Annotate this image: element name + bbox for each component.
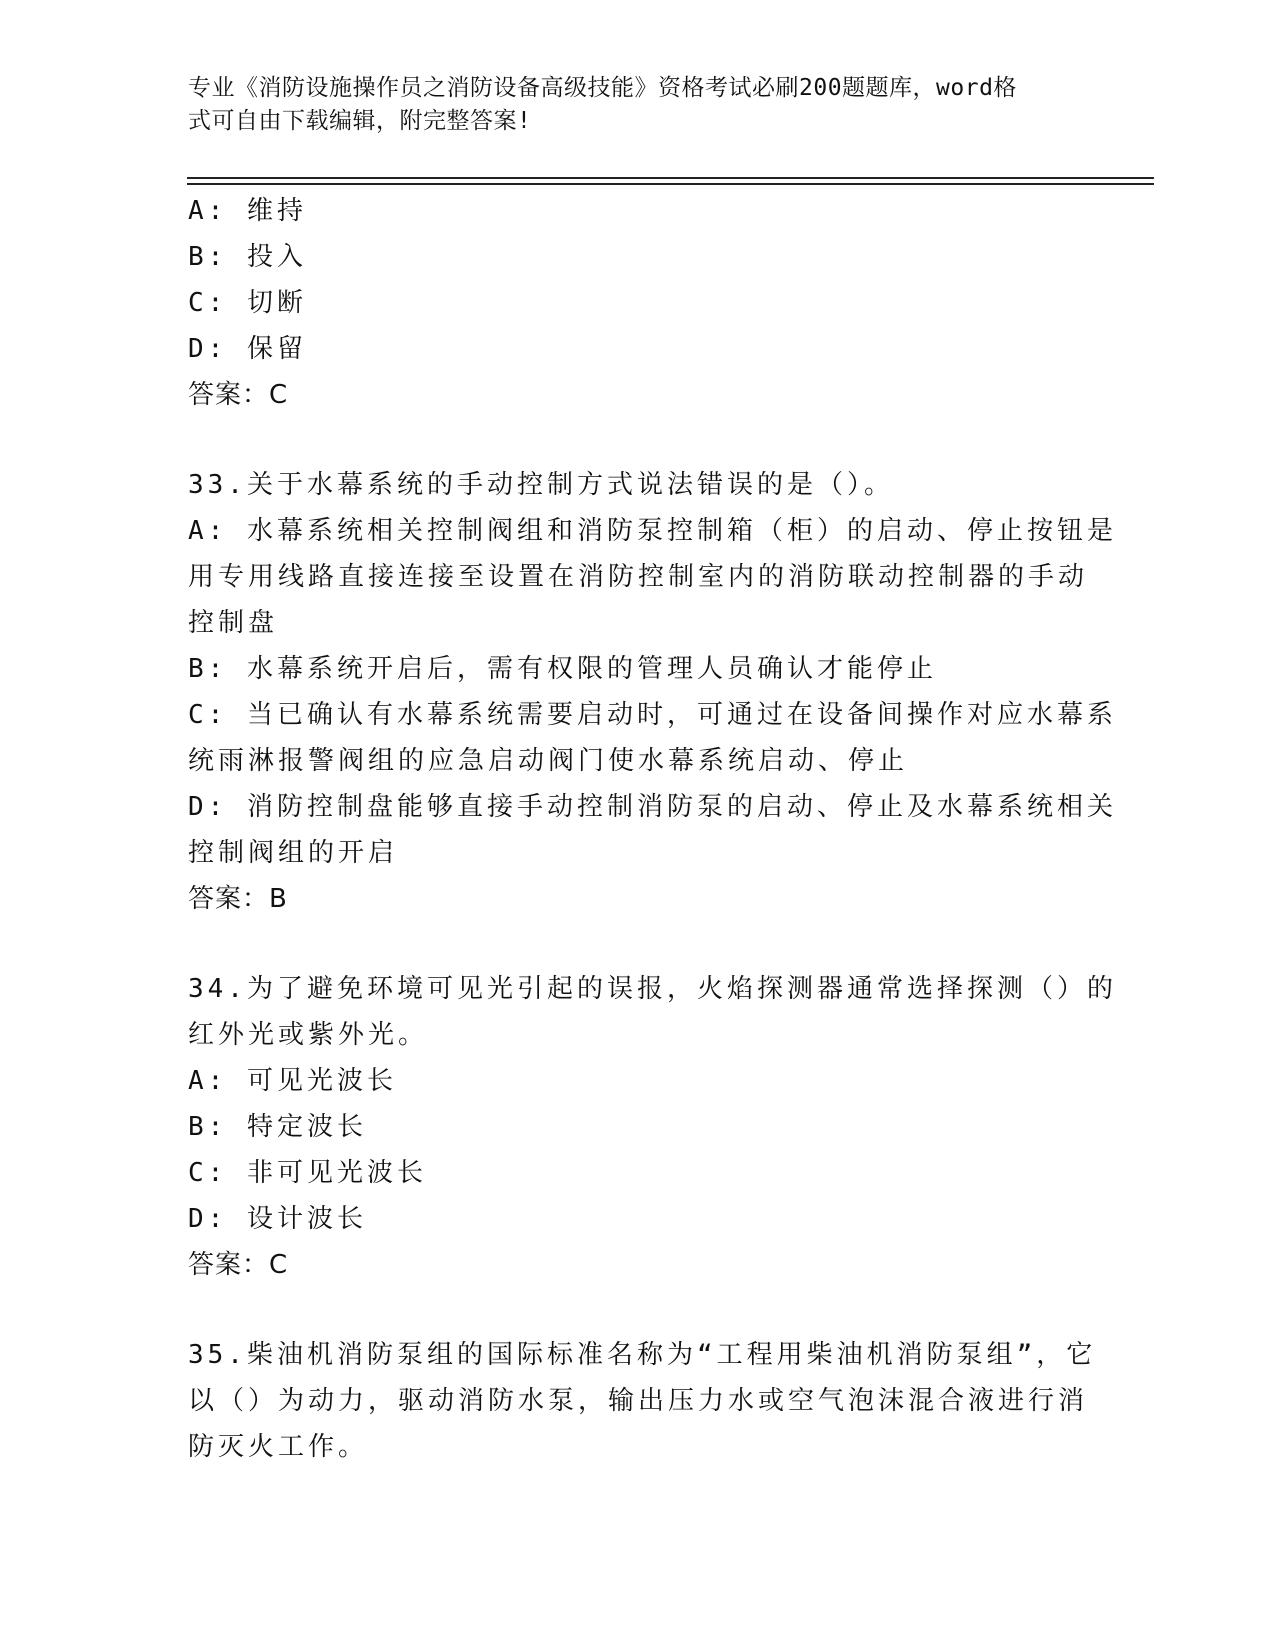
option-b: B: 水幕系统开启后，需有权限的管理人员确认才能停止: [188, 654, 937, 684]
option-a-line-3: 控制盘: [188, 608, 279, 638]
spacer: [188, 418, 1088, 462]
question-33: [188, 462, 1117, 922]
question-35-stem-line-3: 防灭火工作。: [188, 1432, 369, 1462]
question-35: [188, 1332, 1097, 1470]
question-32-options: [188, 188, 1088, 418]
answer-34: 答案：C: [188, 1250, 289, 1280]
option-c: C: 切断: [188, 288, 307, 318]
option-a: A: 可见光波长: [188, 1066, 397, 1096]
header-rule-top: [187, 177, 1154, 179]
option-c: C: 非可见光波长: [188, 1158, 427, 1188]
option-d-line-1: D: 消防控制盘能够直接手动控制消防泵的启动、停止及水幕系统相关: [188, 792, 1117, 822]
document-header: [188, 72, 1068, 138]
spacer: [188, 922, 1088, 966]
option-a: A: 维持: [188, 196, 307, 226]
option-b: B: 投入: [188, 242, 307, 272]
question-34: [188, 966, 1117, 1288]
option-a-line-2: 用专用线路直接连接至设置在消防控制室内的消防联动控制器的手动: [188, 562, 1089, 592]
header-line-2: 式可自由下载编辑，附完整答案!: [188, 108, 532, 134]
header-rule-bottom: [187, 183, 1154, 185]
option-c-line-1: C: 当已确认有水幕系统需要启动时，可通过在设备间操作对应水幕系: [188, 700, 1117, 730]
option-d: D: 保留: [188, 334, 307, 364]
option-c-line-2: 统雨淋报警阀组的应急启动阀门使水幕系统启动、停止: [188, 746, 909, 776]
question-content: [188, 188, 1117, 1470]
question-34-stem-line-2: 红外光或紫外光。: [188, 1020, 429, 1050]
option-a-line-1: A: 水幕系统相关控制阀组和消防泵控制箱（柜）的启动、停止按钮是: [188, 516, 1117, 546]
option-b: B: 特定波长: [188, 1112, 367, 1142]
header-line-1: 专业《消防设施操作员之消防设备高级技能》资格考试必刷200题题库，word格: [188, 75, 1017, 101]
question-33-stem: 33.关于水幕系统的手动控制方式说法错误的是（）。: [188, 470, 894, 500]
question-35-stem-line-1: 35.柴油机消防泵组的国际标准名称为“工程用柴油机消防泵组”，它: [188, 1340, 1097, 1370]
question-35-stem-line-2: 以（）为动力，驱动消防水泵，输出压力水或空气泡沫混合液进行消: [188, 1386, 1089, 1416]
option-d: D: 设计波长: [188, 1204, 367, 1234]
answer-33: 答案：B: [188, 884, 288, 914]
option-d-line-2: 控制阀组的开启: [188, 838, 399, 868]
answer-32: 答案：C: [188, 380, 289, 410]
spacer: [188, 1288, 1088, 1332]
question-34-stem-line-1: 34.为了避免环境可见光引起的误报，火焰探测器通常选择探测（）的: [188, 974, 1117, 1004]
